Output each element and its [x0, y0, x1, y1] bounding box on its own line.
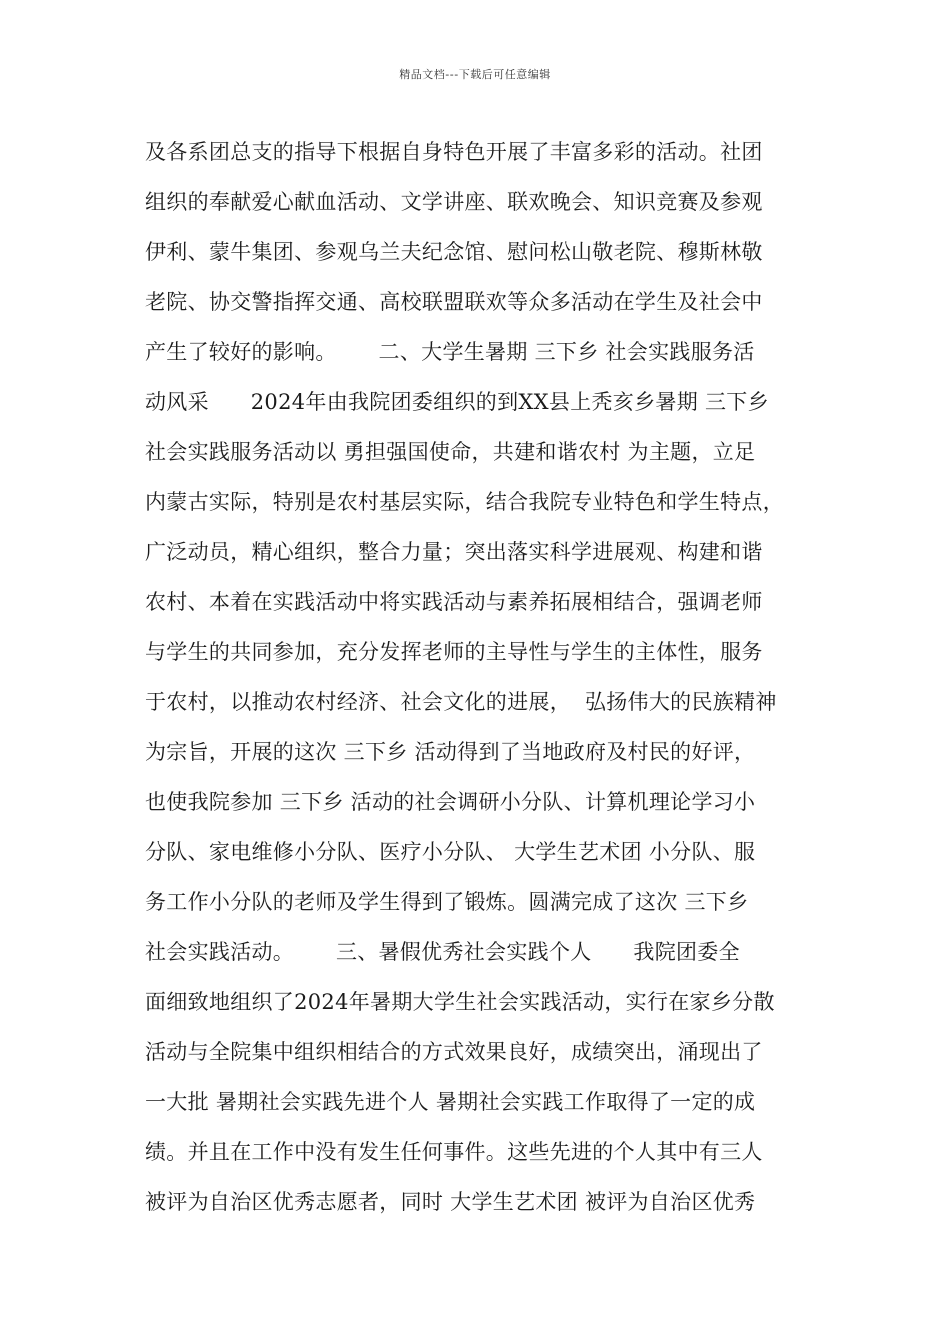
text-line: 也使我院参加 三下乡 活动的社会调研小分队、计算机理论学习小	[145, 790, 756, 814]
text-line: 内蒙古实际，特别是农村基层实际，结合我院专业特色和学生特点，	[145, 490, 784, 514]
text-line: 组织的奉献爱心献血活动、文学讲座、联欢晚会、知识竞赛及参观	[145, 190, 763, 214]
text-line: 绩。并且在工作中没有发生任何事件。这些先进的个人其中有三人	[145, 1140, 763, 1164]
text-line: 务工作小分队的老师及学生得到了锻炼。圆满完成了这次 三下乡	[145, 890, 749, 914]
text-line: 社会实践活动。 三、暑假优秀社会实践个人 我院团委全	[145, 940, 740, 964]
text-line: 伊利、蒙牛集团、参观乌兰夫纪念馆、慰问松山敬老院、穆斯林敬	[145, 240, 763, 264]
text-line: 被评为自治区优秀志愿者，同时 大学生艺术团 被评为自治区优秀	[145, 1190, 756, 1214]
text-line: 动风采 2024年由我院团委组织的到XX县上秃亥乡暑期 三下乡	[145, 390, 769, 414]
text-line: 面细致地组织了2024年暑期大学生社会实践活动，实行在家乡分散	[145, 990, 775, 1014]
text-line: 活动与全院集中组织相结合的方式效果良好，成绩突出，涌现出了	[145, 1040, 763, 1064]
text-line: 分队、家电维修小分队、医疗小分队、 大学生艺术团 小分队、服	[145, 840, 756, 864]
text-line: 一大批 暑期社会实践先进个人 暑期社会实践工作取得了一定的成	[145, 1090, 756, 1114]
text-line: 社会实践服务活动以 勇担强国使命，共建和谐农村 为主题，立足	[145, 440, 756, 464]
text-line: 于农村，以推动农村经济、社会文化的进展， 弘扬伟大的民族精神	[145, 690, 777, 714]
text-line: 农村、本着在实践活动中将实践活动与素养拓展相结合，强调老师	[145, 590, 763, 614]
text-line: 广泛动员，精心组织，整合力量；突出落实科学进展观、构建和谐	[145, 540, 763, 564]
text-line: 老院、协交警指挥交通、高校联盟联欢等众多活动在学生及社会中	[145, 290, 763, 314]
document-body	[145, 132, 845, 1232]
text-line: 为宗旨，开展的这次 三下乡 活动得到了当地政府及村民的好评，	[145, 740, 756, 764]
text-line: 与学生的共同参加，充分发挥老师的主导性与学生的主体性，服务	[145, 640, 763, 664]
text-line: 及各系团总支的指导下根据自身特色开展了丰富多彩的活动。社团	[145, 140, 763, 164]
page-header: 精品文档---下载后可任意编辑	[399, 68, 551, 81]
text-line: 产生了较好的影响。 二、大学生暑期 三下乡 社会实践服务活	[145, 340, 755, 364]
